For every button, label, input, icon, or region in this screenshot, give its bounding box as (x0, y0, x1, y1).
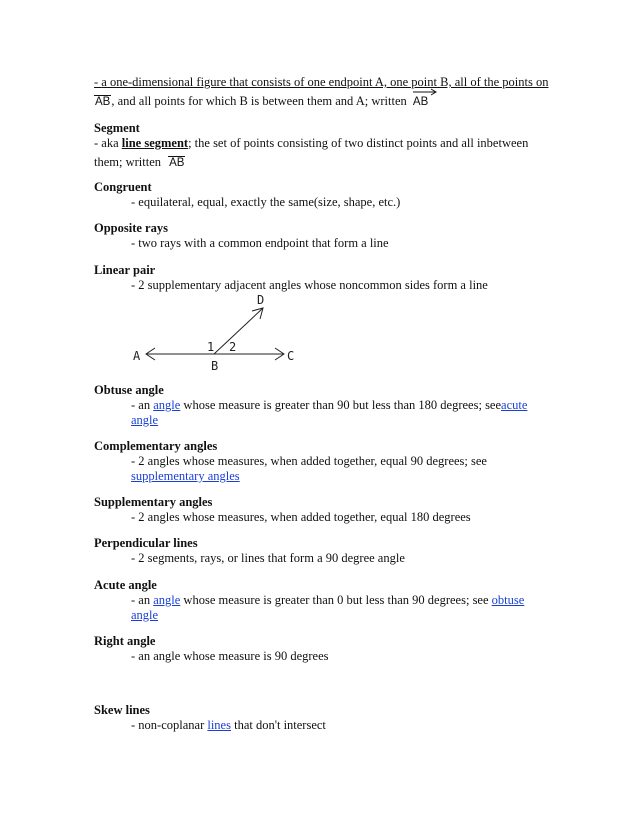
congruent-term: Congruent (94, 180, 152, 194)
ray-def-text: a one-dimensional figure that consists of one endpoint A, one point B, all of the points on (101, 75, 549, 89)
acute-angle-link[interactable]: acute (501, 398, 528, 412)
ray-def-line2 (94, 94, 428, 110)
linear-pair-diagram (125, 290, 315, 374)
complementary-angles-term: Complementary angles (94, 439, 218, 453)
label-b: B (211, 359, 219, 373)
supplementary-angles-term: Supplementary angles (94, 495, 213, 509)
complementary-angles-def-line2 (131, 469, 240, 484)
right-angle-def: - an angle whose measure is 90 degrees (131, 649, 329, 663)
angle-link[interactable]: angle (153, 398, 181, 412)
segment-ab-symbol: AB (169, 157, 185, 169)
complementary-angles-def: - 2 angles whose measures, when added together, equal 90 degrees; see (131, 454, 487, 468)
opposite-rays-term: Opposite rays (94, 221, 168, 235)
linear-pair-term: Linear pair (94, 263, 156, 277)
ray-ab-symbol: AB (413, 94, 428, 110)
line-segment-bold: line segment (121, 136, 189, 150)
acute-angle-def-line1: - an angle whose measure is greater than 0 but less than 90 degrees; see obtuse (131, 593, 525, 607)
obtuse-angle-def-line1: - an angle whose measure is greater than 90 but less than 180 degrees; seeacute (131, 398, 528, 412)
perpendicular-lines-def: - 2 segments, rays, or lines that form a 90 degree angle (131, 551, 405, 565)
obtuse-angle-link[interactable]: obtuse (491, 593, 525, 607)
obtuse-angle-def-line2 (131, 413, 158, 428)
congruent-def: - equilateral, equal, exactly the same(size, shape, etc.) (131, 195, 401, 209)
angle-link-2[interactable]: angle (153, 593, 181, 607)
ray-def-dash: - (94, 75, 102, 89)
opposite-rays-def: - two rays with a common endpoint that form a line (131, 236, 389, 250)
right-angle-term: Right angle (94, 634, 156, 648)
skew-lines-def: - non-coplanar lines that don't intersect (131, 718, 326, 732)
obtuse-angle-term: Obtuse angle (94, 383, 164, 397)
supplementary-angles-link[interactable]: supplementary angles (131, 469, 240, 483)
label-a: A (133, 349, 141, 363)
obtuse-angle-link-cont[interactable]: angle (131, 608, 159, 622)
acute-angle-def-line2 (131, 608, 158, 623)
acute-angle-link-cont[interactable]: angle (131, 413, 159, 427)
lines-link[interactable]: lines (207, 718, 231, 732)
skew-lines-term: Skew lines (94, 703, 150, 717)
supplementary-angles-def: - 2 angles whose measures, when added together, equal 180 degrees (131, 510, 471, 524)
label-angle-2: 2 (229, 340, 237, 354)
ray-bd (214, 308, 263, 354)
segment-term: Segment (94, 121, 140, 135)
linear-pair-def: - 2 supplementary adjacent angles whose noncommon sides form a line (131, 278, 488, 292)
line-ab-symbol: AB (95, 96, 111, 108)
ray-def-text2: , and all points for which B is between them and A; written (111, 94, 407, 108)
label-d: D (257, 293, 265, 307)
segment-def-line1: - aka line segment; the set of points consisting of two distinct points and all inbetween (94, 136, 529, 150)
perpendicular-lines-term: Perpendicular lines (94, 536, 198, 550)
segment-def-line2: them; written AB (94, 155, 185, 169)
ray-arrow-icon (412, 88, 438, 96)
ray-def-line1 (94, 75, 548, 90)
label-angle-1: 1 (207, 340, 215, 354)
label-c: C (287, 349, 295, 363)
acute-angle-term: Acute angle (94, 578, 157, 592)
